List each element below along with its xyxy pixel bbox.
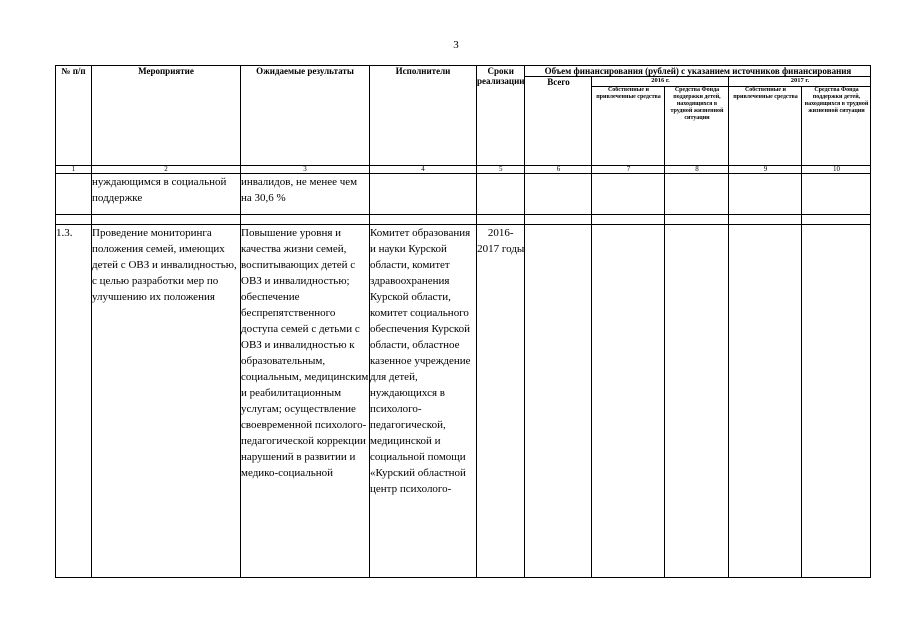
- header-fund-support-2016: Средства Фонда поддержки детей, находящихся в трудной жизненной ситуации: [665, 87, 729, 166]
- empty-cell: [665, 225, 729, 578]
- header-own-funds-2017: Собственные и привлеченные средства: [729, 87, 802, 166]
- row-measure: Проведение мониторинга положения семей, имеющих детей с ОВЗ и инвалидностью, с целью разработки мер по улучшению их положения: [92, 225, 241, 578]
- row-terms: 2016-2017 годы: [477, 225, 525, 578]
- header-own-funds-2016: Собственные и привлеченные средства: [592, 87, 665, 166]
- header-funding-title: Объем финансирования (рублей) с указанием источников финансирования: [525, 66, 871, 77]
- empty-cell: [802, 225, 871, 578]
- column-number: 8: [665, 166, 729, 174]
- spacer-row: [56, 215, 871, 225]
- column-number: 10: [802, 166, 871, 174]
- row-executors: Комитет образования и науки Курской области, комитет здравоохранения Курской области, комитет социального обеспечения Курской области, областное казенное учреждение для детей, нуждающихся в психолого-педагогической, медицинской и социальной помощи «Курский областной центр психолого-: [370, 225, 477, 578]
- empty-cell: [56, 174, 92, 215]
- header-terms: Сроки реализации: [477, 66, 525, 166]
- header-no: № п/п: [56, 66, 92, 166]
- continuation-row: [56, 174, 871, 215]
- empty-cell: [729, 174, 802, 215]
- column-number: 9: [729, 166, 802, 174]
- empty-cell: [592, 225, 665, 578]
- header-year-2017: 2017 г.: [729, 77, 871, 87]
- column-number: 7: [592, 166, 665, 174]
- column-number: 6: [525, 166, 592, 174]
- header-executors: Исполнители: [370, 66, 477, 166]
- row-number: 1.3.: [56, 225, 92, 578]
- column-number: 5: [477, 166, 525, 174]
- table-row: [56, 225, 871, 578]
- header-year-2016: 2016 г.: [592, 77, 729, 87]
- row-results: Повышение уровня и качества жизни семей, воспитывающих детей с ОВЗ и инвалидностью; обеспечение беспрепятственного доступа семей с детьми с ОВЗ и инвалидностью к образовательным, социальным, медицинским и реабилитационным услугам; осуществление своевременной психолого-педагогической коррекции нарушений в развитии и медико-социальной: [241, 225, 370, 578]
- empty-cell: [729, 225, 802, 578]
- header-total: Всего: [525, 77, 592, 166]
- column-number-row: [56, 166, 871, 174]
- column-number: 1: [56, 166, 92, 174]
- header-measure: Мероприятие: [92, 66, 241, 166]
- funding-table: [55, 65, 871, 578]
- continuation-results: инвалидов, не менее чем на 30,6 %: [241, 174, 370, 215]
- page-number: 3: [453, 39, 459, 51]
- column-number: 2: [92, 166, 241, 174]
- column-number: 3: [241, 166, 370, 174]
- header-results: Ожидаемые результаты: [241, 66, 370, 166]
- empty-cell: [665, 174, 729, 215]
- header-fund-support-2017: Средства Фонда поддержки детей, находящихся в трудной жизненной ситуации: [802, 87, 871, 166]
- empty-cell: [525, 174, 592, 215]
- empty-cell: [370, 174, 477, 215]
- continuation-measure: нуждающимся в социальной поддержке: [92, 174, 241, 215]
- column-number: 4: [370, 166, 477, 174]
- empty-cell: [525, 225, 592, 578]
- empty-cell: [802, 174, 871, 215]
- empty-cell: [592, 174, 665, 215]
- empty-cell: [477, 174, 525, 215]
